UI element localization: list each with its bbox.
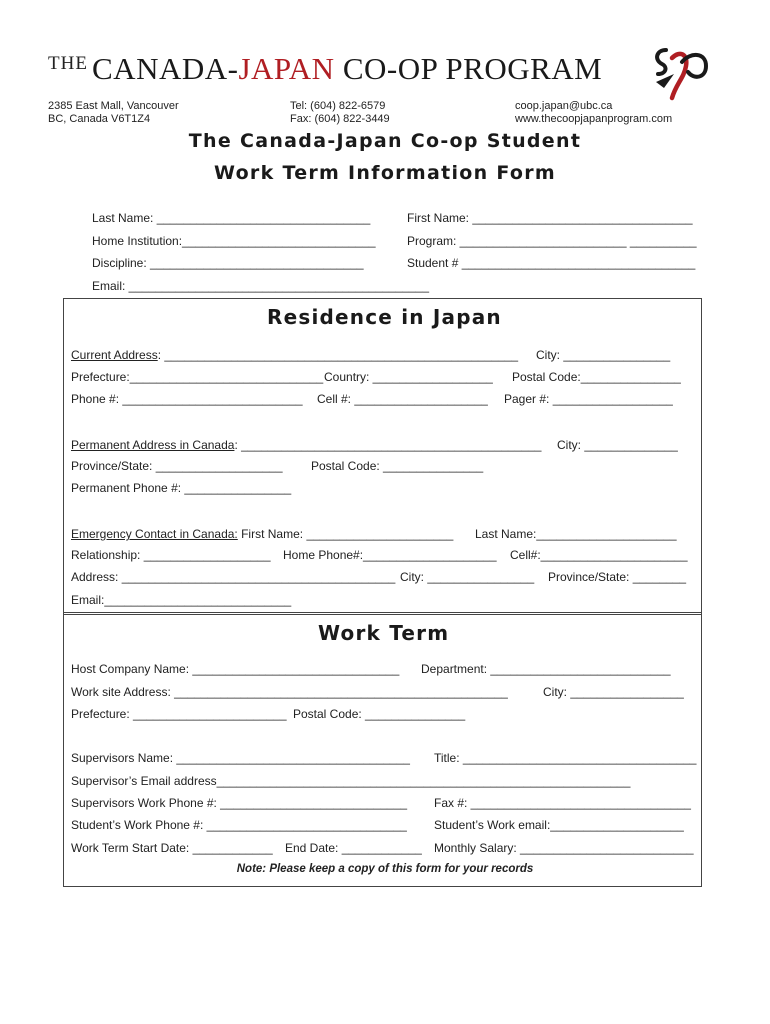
fax-field[interactable]: Fax #: _________________________________ [434,796,691,810]
emergency-last-name-field[interactable]: Last Name:_____________________ [475,527,677,541]
work-site-address-field[interactable]: Work site Address: __________________________________________________ [71,685,508,699]
address-block [48,100,179,126]
emergency-city-field[interactable]: City: ________________ [400,570,535,584]
program-emblem-icon [652,44,712,102]
work-prefecture-field[interactable]: Prefecture: _______________________ [71,707,287,721]
monthly-salary-field[interactable]: Monthly Salary: __________________________ [434,841,694,855]
relationship-field[interactable]: Relationship: ___________________ [71,548,271,562]
supervisor-phone-field[interactable]: Supervisors Work Phone #: ____________________________ [71,796,408,810]
postal-code-field[interactable]: Postal Code:_______________ [512,370,681,384]
program-logo-text [92,51,602,87]
phone-field[interactable]: Phone #: ___________________________ [71,392,303,406]
supervisors-name-field[interactable]: Supervisors Name: ___________________________________ [71,751,410,765]
home-phone-field[interactable]: Home Phone#:____________________ [283,548,497,562]
supervisor-email-field[interactable]: Supervisor’s Email address______________________________________________________________ [71,774,631,788]
first-name-field[interactable]: First Name: _________________________________ [407,211,693,225]
work-city-field[interactable]: City: _________________ [543,685,684,699]
current-address-label: Current Address [71,348,158,362]
emergency-first-name-blank: First Name: ______________________ [237,527,454,541]
cell-field[interactable]: Cell #: ____________________ [317,392,488,406]
permanent-address-field[interactable] [71,438,541,452]
host-company-field[interactable]: Host Company Name: _______________________________ [71,662,400,676]
emergency-province-field[interactable]: Province/State: ________ [548,570,687,584]
student-work-email-field[interactable]: Student’s Work email:____________________ [434,818,684,832]
emergency-email-field[interactable]: Email:____________________________ [71,593,292,607]
logo-japan: JAPAN [238,51,335,86]
permanent-phone-field[interactable]: Permanent Phone #: ________________ [71,481,292,495]
start-date-field[interactable]: Work Term Start Date: ____________ [71,841,273,855]
residence-heading: Residence in Japan [267,305,502,329]
current-address-blank: : _____________________________________________________ [157,348,519,362]
records-note: Note: Please keep a copy of this form for your records [236,863,534,875]
cell-number-field[interactable]: Cell#:______________________ [510,548,688,562]
logo-canada: CANADA- [92,51,239,86]
emergency-contact-label: Emergency Contact in Canada: [71,527,238,541]
department-field[interactable]: Department: ___________________________ [421,662,671,676]
phone-block [290,100,390,126]
address-line1: 2385 East Mall, Vancouver [48,100,179,112]
contact-email: coop.japan@ubc.ca [515,100,613,112]
last-name-field[interactable]: Last Name: ________________________________ [92,211,371,225]
permanent-postal-field[interactable]: Postal Code: _______________ [311,459,484,473]
contact-block [515,100,672,126]
logo-program: CO-OP PROGRAM [334,51,603,86]
permanent-address-label: Permanent Address in Canada [71,438,235,452]
prefecture-field[interactable]: Prefecture:_____________________________ [71,370,324,384]
student-number-field[interactable]: Student # ___________________________________ [407,256,696,270]
logo-the-text: THE [48,53,88,74]
address-line2: BC, Canada V6T1Z4 [48,113,151,125]
permanent-city-field[interactable]: City: ______________ [557,438,678,452]
emergency-first-name-field[interactable] [71,527,453,541]
program-field[interactable]: Program: _________________________ __________ [407,234,697,248]
work-postal-code-field[interactable]: Postal Code: _______________ [293,707,466,721]
student-work-phone-field[interactable]: Student’s Work Phone #: ______________________________ [71,818,407,832]
city-field[interactable]: City: ________________ [536,348,671,362]
pager-field[interactable]: Pager #: __________________ [504,392,673,406]
home-institution-field[interactable]: Home Institution:_____________________________ [92,234,376,248]
tel-text: Tel: (604) 822-6579 [290,100,386,112]
end-date-field[interactable]: End Date: ____________ [285,841,422,855]
contact-website: www.thecoopjapanprogram.com [515,113,673,125]
supervisor-title-field[interactable]: Title: ___________________________________ [434,751,697,765]
form-title-line1: The Canada-Japan Co-op Student [188,130,582,152]
work-term-heading: Work Term [318,621,450,645]
discipline-field[interactable]: Discipline: ________________________________ [92,256,364,270]
permanent-address-blank: : _____________________________________________ [234,438,542,452]
fax-text: Fax: (604) 822-3449 [290,113,390,125]
email-field[interactable]: Email: _____________________________________________ [92,279,429,293]
residence-section-box [63,298,702,615]
form-title-line2: Work Term Information Form [214,162,556,184]
current-address-field[interactable] [71,348,518,362]
country-field[interactable]: Country: __________________ [324,370,493,384]
emergency-address-field[interactable]: Address: _________________________________________ [71,570,396,584]
province-state-field[interactable]: Province/State: ___________________ [71,459,283,473]
